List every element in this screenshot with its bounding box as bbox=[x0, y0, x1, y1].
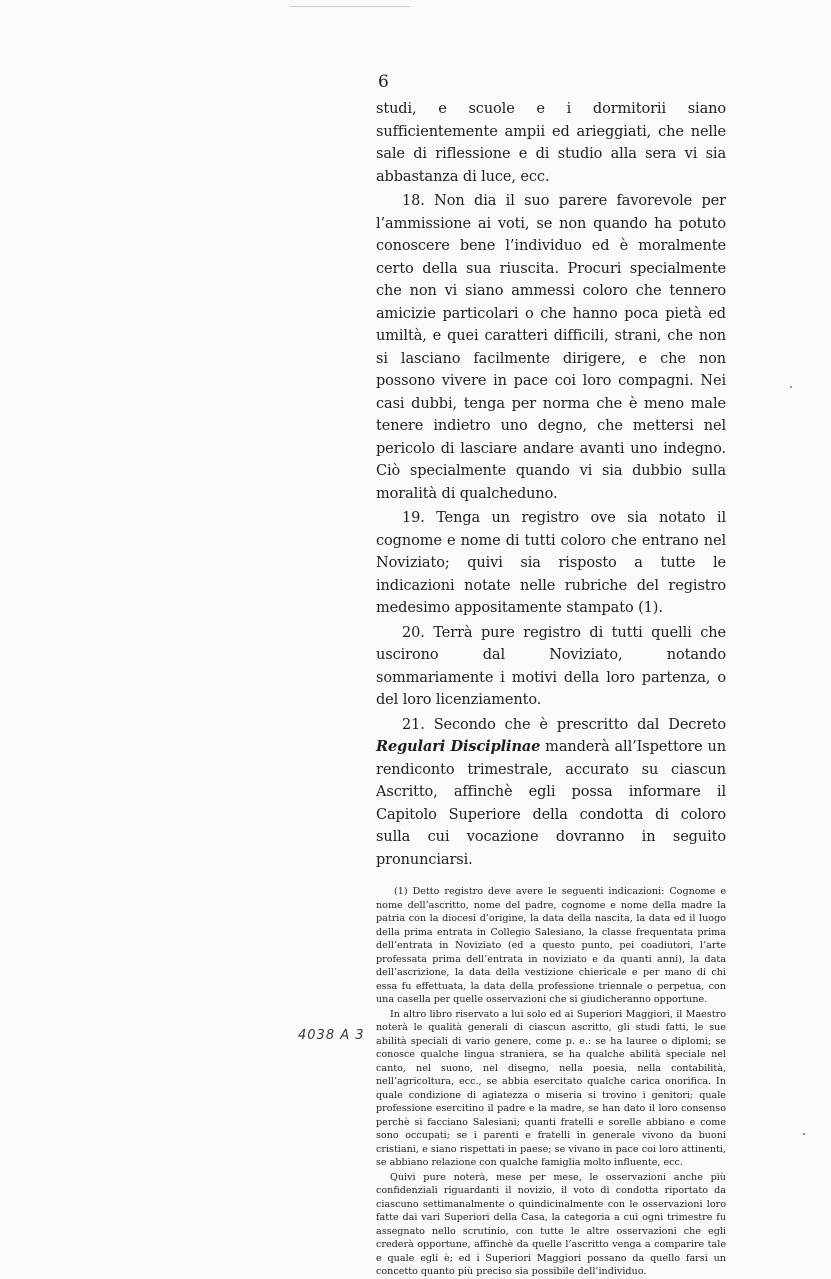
paragraph-21-end: manderà all’Ispettore un rendiconto trimestrale, accurato su ciascun Ascritto, affinchè egli possa informare il Capitolo Superiore della condotta di coloro sulla cui vocazione dovranno in seguito pronunciarsi. bbox=[376, 739, 726, 868]
archive-handwritten-mark: 4038 A 3 bbox=[298, 1028, 365, 1043]
paragraph-21-start: 21. Secondo che è prescritto dal Decreto bbox=[402, 716, 726, 733]
paragraph-21 bbox=[376, 714, 726, 872]
decree-title: Regulari Disciplinae bbox=[376, 738, 541, 755]
paragraph-18: 18. Non dia il suo parere favorevole per l’ammissione ai voti, se non quando ha potuto conoscere bene l’individuo ed è moralmente certo della sua riuscita. Procuri specialmente che non vi siano ammessi coloro che tennero amicizie particolari o che hanno poca pietà ed umiltà, e quei caratteri difficili, strani, che non si lasciano facilmente dirigere, e che non possono vivere in pace coi loro compagni. Nei casi dubbi, tenga per norma che è meno male tenere indietro uno degno, che mettersi nel pericolo di lasciare andare avanti uno indegno. Ciò specialmente quando vi sia dubbio sulla moralità di qualcheduno. bbox=[376, 193, 726, 502]
scan-speck bbox=[803, 1133, 805, 1135]
scan-speck bbox=[790, 386, 792, 388]
footnote-paragraph-3: Quivi pure noterà, mese per mese, le osservazioni anche più confidenziali riguardanti il novizio, il voto di condotta riportato da ciascuno settimanalmente o quindicinalmente con le osservazioni loro fatte dai vari Superiori della Casa, la categoria a cui ogni trimestre fu assegnato nello scrutinio, con tutte le altre osservazioni che egli crederà opportune, affinchè da quelle l’ascritto venga a comparire tale e quale egli è; ed i Superiori Maggiori possano da quello farsi un concetto quanto più preciso sia possibile dell’individuo. bbox=[376, 1171, 726, 1277]
paragraph-continued: studi, e scuole e i dormitorii siano sufficientemente ampii ed arieggiati, che nelle sale di riflessione e di studio alla sera vi sia abbastanza di luce, ecc. bbox=[376, 101, 726, 185]
scan-edge-line bbox=[290, 6, 410, 7]
paragraph-20: 20. Terrà pure registro di tutti quelli che uscirono dal Noviziato, notando sommariamente i motivi della loro partenza, o del loro licenziamento. bbox=[376, 624, 726, 708]
footnote-1: (1) Detto registro deve avere le seguenti indicazioni: Cognome e nome dell’ascritto, nome del padre, cognome e nome della madre la patria con la diocesi d’origine, la data della nascita, la data ed il luogo della prima entrata in Collegio Salesiano, la classe frequentata prima dell’entrata in Noviziato (ed a questo punto, pei coadiutori, l’arte professata prima dell’entrata in noviziato e da quanti anni), la data dell’ascrizione, la data della vestizione chiericale e per mano di chi essa fu effettuata, la data della professione triennale o perpetua, con una casella per quelle osservazioni che si giudicheranno opportune. bbox=[376, 886, 726, 1005]
body-text bbox=[376, 98, 726, 871]
text-column bbox=[376, 98, 726, 1279]
paragraph-19: 19. Tenga un registro ove sia notato il cognome e nome di tutti coloro che entrano nel Noviziato; quivi sia risposto a tutte le indicazioni notate nelle rubriche del registro medesimo appositamente stampato (1). bbox=[376, 510, 726, 616]
page-number: 6 bbox=[378, 72, 389, 92]
footnotes bbox=[376, 885, 726, 1279]
footnote-paragraph-2: In altro libro riservato a lui solo ed ai Superiori Maggiori, il Maestro noterà le qualità generali di ciascun ascritto, gli studi fatti, le sue abilità speciali di vario genere, come p. e.: se ha lauree o diplomi; se conosce qualche lingua straniera, se ha qualche abilità speciale nel canto, nel suono, nel disegno, nella poesia, nella contabilità, nell’agricoltura, ecc., se abbia esercitato qualche carica onorifica. In quale condizione di agiatezza o miseria si trovino i genitori; quale professione esercitino il padre e la madre, se han dato il loro consenso perchè si facciano Salesiani; quanti fratelli e sorelle abbiano e come sono occupati; se i parenti e fratelli in generale vivono da buoni cristiani, e siano rispettati in paese; se vivano in pace coi loro attinenti, se abbiano relazione con qualche famiglia molto influente, ecc. bbox=[376, 1008, 726, 1168]
